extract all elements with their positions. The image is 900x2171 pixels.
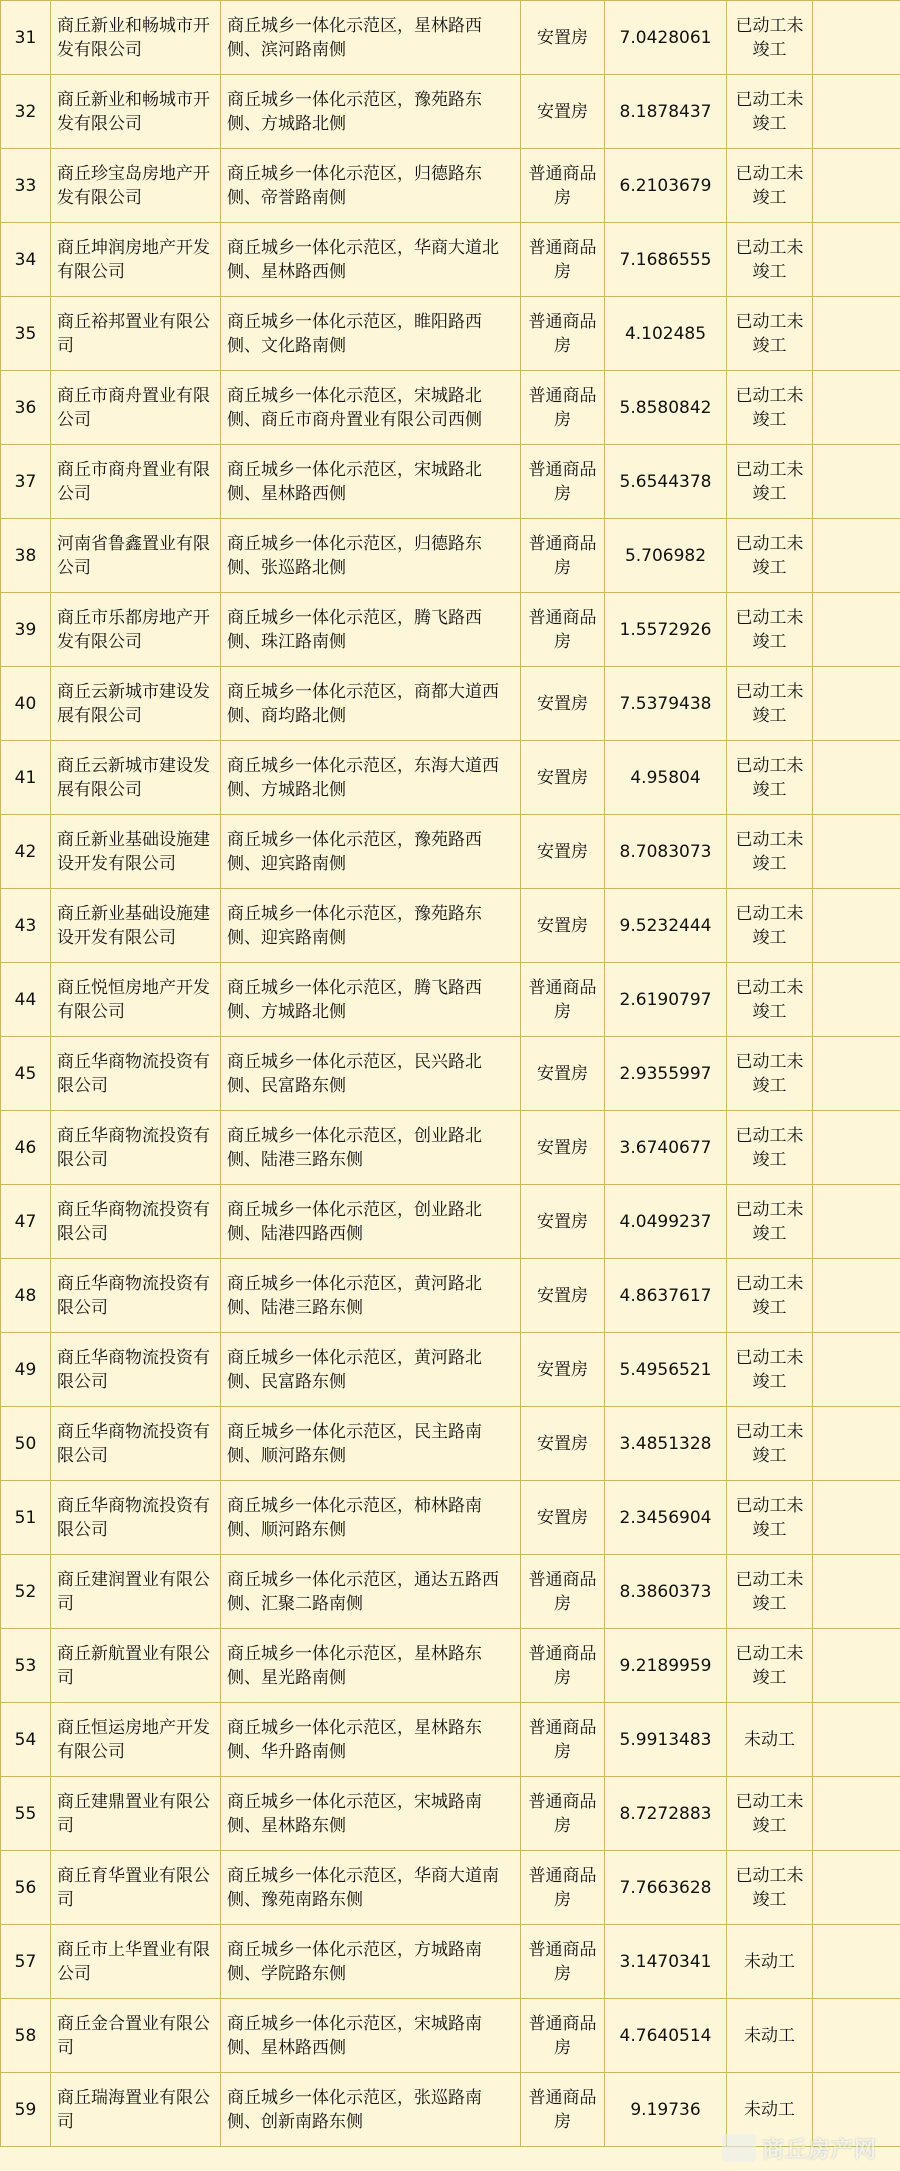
company-name: 商丘瑞海置业有限公司 — [51, 2073, 221, 2147]
company-name: 商丘悦恒房地产开发有限公司 — [51, 963, 221, 1037]
remarks-cell — [813, 1703, 900, 1777]
land-area: 7.0428061 — [605, 1, 727, 75]
row-number: 34 — [1, 223, 51, 297]
land-area: 4.8637617 — [605, 1259, 727, 1333]
land-area: 5.9913483 — [605, 1703, 727, 1777]
land-area: 2.9355997 — [605, 1037, 727, 1111]
row-number: 55 — [1, 1777, 51, 1851]
construction-status: 已动工未竣工 — [727, 223, 813, 297]
land-location: 商丘城乡一体化示范区，商都大道西侧、商均路北侧 — [221, 667, 521, 741]
remarks-cell — [813, 1629, 900, 1703]
land-area: 9.5232444 — [605, 889, 727, 963]
row-number: 35 — [1, 297, 51, 371]
housing-type: 普通商品房 — [521, 445, 605, 519]
construction-status: 已动工未竣工 — [727, 75, 813, 149]
land-location: 商丘城乡一体化示范区，豫苑路西侧、迎宾路南侧 — [221, 815, 521, 889]
row-number: 45 — [1, 1037, 51, 1111]
table-row — [1, 445, 900, 519]
company-name: 商丘云新城市建设发展有限公司 — [51, 741, 221, 815]
company-name: 商丘新业基础设施建设开发有限公司 — [51, 889, 221, 963]
land-area: 2.3456904 — [605, 1481, 727, 1555]
land-area: 6.2103679 — [605, 149, 727, 223]
land-location: 商丘城乡一体化示范区，黄河路北侧、民富路东侧 — [221, 1333, 521, 1407]
land-location: 商丘城乡一体化示范区，宋城路南侧、星林路东侧 — [221, 1777, 521, 1851]
remarks-cell — [813, 1333, 900, 1407]
row-number: 49 — [1, 1333, 51, 1407]
remarks-cell — [813, 1, 900, 75]
construction-status: 已动工未竣工 — [727, 371, 813, 445]
construction-status: 未动工 — [727, 2073, 813, 2147]
remarks-cell — [813, 149, 900, 223]
land-area: 4.102485 — [605, 297, 727, 371]
housing-type: 安置房 — [521, 667, 605, 741]
row-number: 48 — [1, 1259, 51, 1333]
remarks-cell — [813, 593, 900, 667]
housing-type: 安置房 — [521, 1407, 605, 1481]
company-name: 商丘华商物流投资有限公司 — [51, 1333, 221, 1407]
construction-status: 已动工未竣工 — [727, 1037, 813, 1111]
table-row — [1, 1999, 900, 2073]
remarks-cell — [813, 815, 900, 889]
construction-status: 已动工未竣工 — [727, 1259, 813, 1333]
construction-status: 已动工未竣工 — [727, 1111, 813, 1185]
table-row — [1, 149, 900, 223]
company-name: 商丘市商舟置业有限公司 — [51, 371, 221, 445]
remarks-cell — [813, 445, 900, 519]
land-location: 商丘城乡一体化示范区，黄河路北侧、陆港三路东侧 — [221, 1259, 521, 1333]
construction-status: 已动工未竣工 — [727, 1, 813, 75]
land-area: 3.1470341 — [605, 1925, 727, 1999]
land-location: 商丘城乡一体化示范区，豫苑路东侧、迎宾路南侧 — [221, 889, 521, 963]
land-location: 商丘城乡一体化示范区，柿林路南侧、顺河路东侧 — [221, 1481, 521, 1555]
construction-status: 已动工未竣工 — [727, 1555, 813, 1629]
housing-type: 普通商品房 — [521, 593, 605, 667]
housing-type: 普通商品房 — [521, 1629, 605, 1703]
housing-type: 普通商品房 — [521, 1851, 605, 1925]
land-area: 3.4851328 — [605, 1407, 727, 1481]
remarks-cell — [813, 1407, 900, 1481]
land-area: 5.706982 — [605, 519, 727, 593]
watermark-text: 商丘房产网 — [762, 2137, 878, 2163]
land-location: 商丘城乡一体化示范区，宋城路南侧、星林路西侧 — [221, 1999, 521, 2073]
table-row — [1, 1037, 900, 1111]
row-number: 43 — [1, 889, 51, 963]
remarks-cell — [813, 1555, 900, 1629]
construction-status: 已动工未竣工 — [727, 1629, 813, 1703]
housing-type: 安置房 — [521, 75, 605, 149]
land-area: 4.95804 — [605, 741, 727, 815]
housing-type: 安置房 — [521, 1037, 605, 1111]
land-area: 9.2189959 — [605, 1629, 727, 1703]
row-number: 52 — [1, 1555, 51, 1629]
company-name: 商丘华商物流投资有限公司 — [51, 1407, 221, 1481]
row-number: 46 — [1, 1111, 51, 1185]
table-row — [1, 297, 900, 371]
land-location: 商丘城乡一体化示范区，通达五路西侧、汇聚二路南侧 — [221, 1555, 521, 1629]
construction-status: 已动工未竣工 — [727, 1407, 813, 1481]
land-location: 商丘城乡一体化示范区，腾飞路西侧、方城路北侧 — [221, 963, 521, 1037]
land-area: 3.6740677 — [605, 1111, 727, 1185]
land-location: 商丘城乡一体化示范区，民兴路北侧、民富路东侧 — [221, 1037, 521, 1111]
housing-type: 普通商品房 — [521, 149, 605, 223]
house-logo-icon — [722, 2134, 756, 2162]
row-number: 47 — [1, 1185, 51, 1259]
company-name: 商丘华商物流投资有限公司 — [51, 1481, 221, 1555]
housing-type: 普通商品房 — [521, 963, 605, 1037]
land-area: 5.6544378 — [605, 445, 727, 519]
housing-type: 普通商品房 — [521, 1925, 605, 1999]
table-row — [1, 1407, 900, 1481]
remarks-cell — [813, 371, 900, 445]
land-area: 8.7272883 — [605, 1777, 727, 1851]
row-number: 38 — [1, 519, 51, 593]
land-location: 商丘城乡一体化示范区，东海大道西侧、方城路北侧 — [221, 741, 521, 815]
remarks-cell — [813, 297, 900, 371]
company-name: 商丘华商物流投资有限公司 — [51, 1037, 221, 1111]
construction-status: 已动工未竣工 — [727, 1851, 813, 1925]
table-row — [1, 1481, 900, 1555]
table-row — [1, 223, 900, 297]
company-name: 商丘华商物流投资有限公司 — [51, 1111, 221, 1185]
land-area: 5.8580842 — [605, 371, 727, 445]
row-number: 41 — [1, 741, 51, 815]
company-name: 商丘华商物流投资有限公司 — [51, 1185, 221, 1259]
housing-type: 安置房 — [521, 889, 605, 963]
housing-type: 普通商品房 — [521, 1703, 605, 1777]
land-location: 商丘城乡一体化示范区，华商大道北侧、星林路西侧 — [221, 223, 521, 297]
land-location: 商丘城乡一体化示范区，宋城路北侧、星林路西侧 — [221, 445, 521, 519]
construction-status: 未动工 — [727, 1703, 813, 1777]
land-location: 商丘城乡一体化示范区，归德路东侧、帝誉路南侧 — [221, 149, 521, 223]
construction-status: 已动工未竣工 — [727, 297, 813, 371]
row-number: 54 — [1, 1703, 51, 1777]
land-area: 4.0499237 — [605, 1185, 727, 1259]
company-name: 商丘华商物流投资有限公司 — [51, 1259, 221, 1333]
land-location: 商丘城乡一体化示范区，归德路东侧、张巡路北侧 — [221, 519, 521, 593]
table-row — [1, 75, 900, 149]
land-area: 7.5379438 — [605, 667, 727, 741]
remarks-cell — [813, 223, 900, 297]
land-location: 商丘城乡一体化示范区，腾飞路西侧、珠江路南侧 — [221, 593, 521, 667]
company-name: 商丘市上华置业有限公司 — [51, 1925, 221, 1999]
row-number: 44 — [1, 963, 51, 1037]
table-row — [1, 1111, 900, 1185]
land-location: 商丘城乡一体化示范区，宋城路北侧、商丘市商舟置业有限公司西侧 — [221, 371, 521, 445]
table-row — [1, 519, 900, 593]
remarks-cell — [813, 1037, 900, 1111]
construction-status: 未动工 — [727, 1999, 813, 2073]
construction-status: 已动工未竣工 — [727, 519, 813, 593]
housing-type: 普通商品房 — [521, 519, 605, 593]
company-name: 商丘新业和畅城市开发有限公司 — [51, 75, 221, 149]
table-row — [1, 1185, 900, 1259]
housing-type: 安置房 — [521, 1, 605, 75]
housing-type: 普通商品房 — [521, 371, 605, 445]
land-area: 8.3860373 — [605, 1555, 727, 1629]
row-number: 53 — [1, 1629, 51, 1703]
land-location: 商丘城乡一体化示范区，豫苑路东侧、方城路北侧 — [221, 75, 521, 149]
housing-type: 安置房 — [521, 1259, 605, 1333]
table-body — [1, 1, 900, 2147]
company-name: 商丘市乐都房地产开发有限公司 — [51, 593, 221, 667]
housing-type: 普通商品房 — [521, 1555, 605, 1629]
company-name: 商丘珍宝岛房地产开发有限公司 — [51, 149, 221, 223]
row-number: 39 — [1, 593, 51, 667]
remarks-cell — [813, 1851, 900, 1925]
row-number: 36 — [1, 371, 51, 445]
table-row — [1, 889, 900, 963]
company-name: 商丘新业和畅城市开发有限公司 — [51, 1, 221, 75]
row-number: 59 — [1, 2073, 51, 2147]
construction-status: 未动工 — [727, 1925, 813, 1999]
row-number: 32 — [1, 75, 51, 149]
construction-status: 已动工未竣工 — [727, 1777, 813, 1851]
table-row — [1, 1777, 900, 1851]
construction-status: 已动工未竣工 — [727, 445, 813, 519]
company-name: 商丘育华置业有限公司 — [51, 1851, 221, 1925]
table-row — [1, 1629, 900, 1703]
housing-type: 普通商品房 — [521, 297, 605, 371]
land-location: 商丘城乡一体化示范区，华商大道南侧、豫苑南路东侧 — [221, 1851, 521, 1925]
housing-type: 普通商品房 — [521, 1777, 605, 1851]
company-name: 商丘裕邦置业有限公司 — [51, 297, 221, 371]
construction-status: 已动工未竣工 — [727, 741, 813, 815]
housing-type: 普通商品房 — [521, 2073, 605, 2147]
company-name: 商丘新业基础设施建设开发有限公司 — [51, 815, 221, 889]
company-name: 商丘建鼎置业有限公司 — [51, 1777, 221, 1851]
remarks-cell — [813, 1777, 900, 1851]
remarks-cell — [813, 1111, 900, 1185]
construction-status: 已动工未竣工 — [727, 1481, 813, 1555]
land-location: 商丘城乡一体化示范区，睢阳路西侧、文化路南侧 — [221, 297, 521, 371]
remarks-cell — [813, 1999, 900, 2073]
row-number: 56 — [1, 1851, 51, 1925]
company-name: 商丘恒运房地产开发有限公司 — [51, 1703, 221, 1777]
housing-type: 普通商品房 — [521, 1999, 605, 2073]
row-number: 50 — [1, 1407, 51, 1481]
company-name: 商丘云新城市建设发展有限公司 — [51, 667, 221, 741]
construction-status: 已动工未竣工 — [727, 667, 813, 741]
land-location: 商丘城乡一体化示范区，星林路东侧、华升路南侧 — [221, 1703, 521, 1777]
housing-type: 安置房 — [521, 1481, 605, 1555]
table-row — [1, 1259, 900, 1333]
remarks-cell — [813, 889, 900, 963]
table-row — [1, 667, 900, 741]
company-name: 商丘建润置业有限公司 — [51, 1555, 221, 1629]
land-area: 4.7640514 — [605, 1999, 727, 2073]
row-number: 51 — [1, 1481, 51, 1555]
land-location: 商丘城乡一体化示范区，星林路东侧、星光路南侧 — [221, 1629, 521, 1703]
construction-status: 已动工未竣工 — [727, 593, 813, 667]
table-row — [1, 1, 900, 75]
table-row — [1, 371, 900, 445]
construction-status: 已动工未竣工 — [727, 889, 813, 963]
construction-status: 已动工未竣工 — [727, 1333, 813, 1407]
land-area: 8.1878437 — [605, 75, 727, 149]
construction-status: 已动工未竣工 — [727, 149, 813, 223]
land-area: 7.1686555 — [605, 223, 727, 297]
land-area: 2.6190797 — [605, 963, 727, 1037]
table-row — [1, 1333, 900, 1407]
remarks-cell — [813, 519, 900, 593]
land-location: 商丘城乡一体化示范区，星林路西侧、滨河路南侧 — [221, 1, 521, 75]
housing-type: 普通商品房 — [521, 223, 605, 297]
land-area: 5.4956521 — [605, 1333, 727, 1407]
remarks-cell — [813, 75, 900, 149]
remarks-cell — [813, 1259, 900, 1333]
row-number: 58 — [1, 1999, 51, 2073]
housing-type: 安置房 — [521, 1333, 605, 1407]
construction-status: 已动工未竣工 — [727, 963, 813, 1037]
land-area: 8.7083073 — [605, 815, 727, 889]
table-row — [1, 963, 900, 1037]
row-number: 42 — [1, 815, 51, 889]
land-location: 商丘城乡一体化示范区，创业路北侧、陆港三路东侧 — [221, 1111, 521, 1185]
housing-type: 安置房 — [521, 815, 605, 889]
company-name: 河南省鲁鑫置业有限公司 — [51, 519, 221, 593]
construction-status: 已动工未竣工 — [727, 1185, 813, 1259]
row-number: 40 — [1, 667, 51, 741]
company-name: 商丘市商舟置业有限公司 — [51, 445, 221, 519]
housing-type: 安置房 — [521, 1111, 605, 1185]
row-number: 57 — [1, 1925, 51, 1999]
table-row — [1, 1851, 900, 1925]
table-row — [1, 815, 900, 889]
remarks-cell — [813, 667, 900, 741]
land-location: 商丘城乡一体化示范区，民主路南侧、顺河路东侧 — [221, 1407, 521, 1481]
housing-type: 安置房 — [521, 741, 605, 815]
row-number: 37 — [1, 445, 51, 519]
company-name: 商丘新航置业有限公司 — [51, 1629, 221, 1703]
table-row — [1, 1555, 900, 1629]
land-area: 7.7663628 — [605, 1851, 727, 1925]
row-number: 31 — [1, 1, 51, 75]
land-area: 9.19736 — [605, 2073, 727, 2147]
table-row — [1, 593, 900, 667]
remarks-cell — [813, 741, 900, 815]
company-name: 商丘坤润房地产开发有限公司 — [51, 223, 221, 297]
remarks-cell — [813, 963, 900, 1037]
row-number: 33 — [1, 149, 51, 223]
land-location: 商丘城乡一体化示范区，创业路北侧、陆港四路西侧 — [221, 1185, 521, 1259]
table-row — [1, 1703, 900, 1777]
remarks-cell — [813, 1481, 900, 1555]
company-name: 商丘金合置业有限公司 — [51, 1999, 221, 2073]
table-row — [1, 1925, 900, 1999]
remarks-cell — [813, 1925, 900, 1999]
housing-type: 安置房 — [521, 1185, 605, 1259]
land-location: 商丘城乡一体化示范区，方城路南侧、学院路东侧 — [221, 1925, 521, 1999]
land-location: 商丘城乡一体化示范区，张巡路南侧、创新南路东侧 — [221, 2073, 521, 2147]
table-row — [1, 741, 900, 815]
remarks-cell — [813, 1185, 900, 1259]
construction-status: 已动工未竣工 — [727, 815, 813, 889]
land-area: 1.5572926 — [605, 593, 727, 667]
site-watermark — [722, 2129, 892, 2167]
